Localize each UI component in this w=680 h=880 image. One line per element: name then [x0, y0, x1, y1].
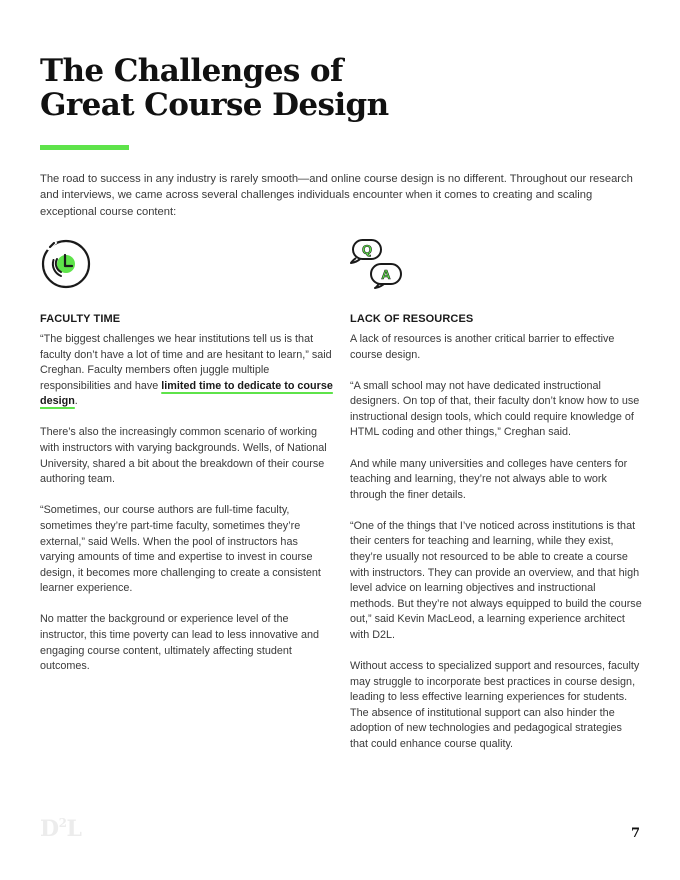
lack-of-resources-heading: LACK OF RESOURCES	[350, 313, 474, 325]
page-number: 7	[630, 826, 640, 841]
faculty-time-section	[40, 230, 334, 673]
lack-of-resources-paragraph-1: A lack of resources is another critical barrier to effective course design.	[350, 333, 615, 361]
icon-q-letter: Q	[361, 242, 373, 257]
limited-time-link[interactable]: limited time to dedicate to course design	[40, 379, 333, 408]
clock-icon	[40, 230, 334, 300]
faculty-time-paragraph-3: “Sometimes, our course authors are full-time faculty, sometimes they’re part-time faculty, sometimes they’re external,” said Wells. When the pool of instructors has varying amounts of time and expertise to invest in course design, it becomes more challenging to create a consistent learner experience.	[40, 504, 321, 595]
question-answer-icon	[350, 230, 642, 300]
faculty-time-paragraph-1-end: .	[74, 395, 78, 408]
faculty-time-paragraph-4: No matter the background or experience level of the instructor, this time poverty can lead to less innovative and engaging course content, ultimately affecting student outcomes.	[40, 613, 320, 673]
d2l-logo	[40, 816, 81, 842]
logo-l: L	[66, 816, 82, 842]
page-title-line-1: The Challenges of	[40, 53, 343, 89]
lack-of-resources-paragraph-4: “One of the things that I’ve noticed across institutions is that their centers for teaching and learning, while they exist, they’re usually not resourced to be able to create a course with instructors. They can provide an overview, and that high level advice on learning objectives and instructional methods. But they’re not always equipped to build the course out,” said Kevin MacLeod, a learning experience architect with D2L.	[350, 519, 642, 641]
faculty-time-paragraph-1	[40, 332, 334, 410]
icon-a-letter: A	[381, 267, 391, 282]
faculty-time-paragraph-2: There’s also the increasingly common scenario of working with instructors with varying backgrounds. Wells, of National University, shared a bit about the breakdown of their course authoring team.	[40, 426, 327, 486]
lack-of-resources-paragraph-5: Without access to specialized support and resources, faculty may struggle to incorporate best practices in course design, leading to less effective learning experiences for students. The absence of institutional support can also hinder the adoption of new technologies and pedagogical strategies that could enhance course quality.	[350, 660, 640, 751]
faculty-time-body	[40, 332, 334, 690]
lack-of-resources-body	[350, 332, 642, 768]
lack-of-resources-paragraph-3: And while many universities and colleges have centers for teaching and learning, they’re not always able to work through the finer details.	[350, 457, 628, 501]
page-title	[40, 54, 389, 122]
faculty-time-heading: FACULTY TIME	[40, 313, 121, 325]
logo-2: 2	[58, 816, 67, 830]
page-title-line-2: Great Course Design	[40, 87, 389, 123]
intro-paragraph: The road to success in any industry is rarely smooth—and online course design is no different. Throughout our research and interviews, we came across several challenges individuals encounter when it comes to creating and scaling exceptional course content:	[40, 173, 633, 218]
faculty-time-paragraph-1-text: “The biggest challenges we hear institutions tell us is that faculty don’t have a lot of time and are hesitant to learn,” said Creghan. Faculty members often juggle multiple responsibilities and have	[40, 333, 332, 392]
logo-d: D	[40, 816, 59, 842]
lack-of-resources-section	[350, 230, 642, 751]
accent-divider	[40, 145, 129, 150]
lack-of-resources-paragraph-2: “A small school may not have dedicated instructional designers. On top of that, their faculty don’t know how to use instructional design tools, which could require knowledge of HTML coding and other things,” Creghan said.	[350, 379, 640, 439]
